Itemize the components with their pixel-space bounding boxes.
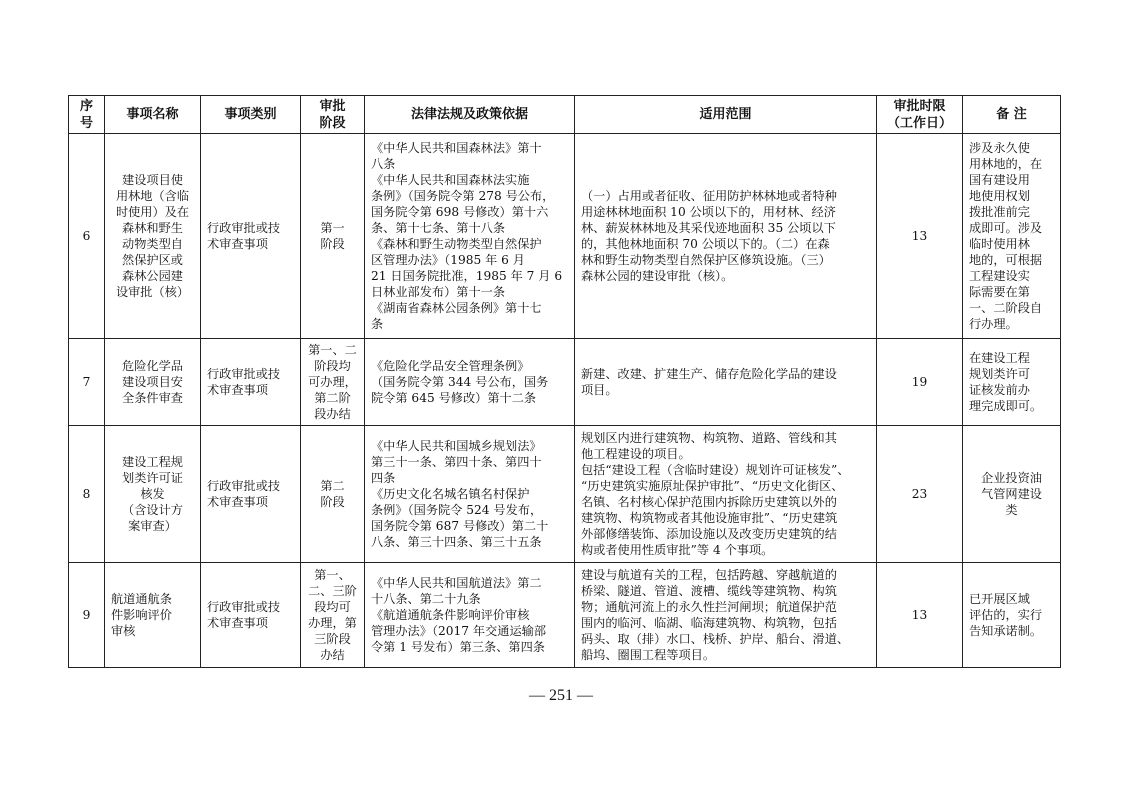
header-item-category: 事项类别 — [201, 96, 301, 134]
table-row — [69, 339, 1061, 426]
cell-time-limit: 13 — [877, 563, 963, 668]
cell-time-limit: 23 — [877, 426, 963, 563]
cell-time-limit: 13 — [877, 134, 963, 339]
header-scope: 适用范围 — [575, 96, 877, 134]
cell-stage: 第一 阶段 — [301, 134, 365, 339]
cell-scope: （一）占用或者征收、征用防护林林地或者特种 用途林林地面积 10 公顷以下的，用材林、经济 林、薪炭林林地及其采伐迹地面积 35 公顷以下 的，其他林地面积 70 公顷以下的。（二）在森 林和野生动物类型自然保护区修筑设施。（三） 森林公园的建设审批（核）。 — [575, 134, 877, 339]
cell-legal-basis: 《中华人民共和国森林法》第十 八条 《中华人民共和国森林法实施 条例》（国务院令第 278 号公布， 国务院令第 698 号修改）第十六 条、第十七条、第十八条 《森林和野生动物类型自然保护 区管理办法》（1985 年 6 月 21 日国务院批准，1985 年 7 月 6 日林业部发布）第十一条 《湖南省森林公园条例》第十七 条 — [365, 134, 575, 339]
cell-stage: 第二 阶段 — [301, 426, 365, 563]
cell-remark: 企业投资油 气管网建设 类 — [963, 426, 1061, 563]
header-legal-basis: 法律法规及政策依据 — [365, 96, 575, 134]
cell-time-limit: 19 — [877, 339, 963, 426]
cell-legal-basis: 《中华人民共和国城乡规划法》 第三十一条、第四十条、第四十 四条 《历史文化名城名镇名村保护 条例》（国务院令 524 号发布， 国务院令第 687 号修改）第二十 八条、第三十四条、第三十五条 — [365, 426, 575, 563]
cell-category: 行政审批或技 术审查事项 — [201, 563, 301, 668]
cell-scope: 新建、改建、扩建生产、储存危险化学品的建设 项目。 — [575, 339, 877, 426]
cell-remark: 在建设工程 规划类许可 证核发前办 理完成即可。 — [963, 339, 1061, 426]
cell-stage: 第一、 二、三阶 段均可 办理，第 三阶段 办结 — [301, 563, 365, 668]
cell-item-name: 航道通航条 件影响评价 审核 — [105, 563, 201, 668]
cell-category: 行政审批或技 术审查事项 — [201, 426, 301, 563]
header-item-name: 事项名称 — [105, 96, 201, 134]
header-time-limit: 审批时限 （工作日） — [877, 96, 963, 134]
table-header-row — [69, 96, 1061, 134]
cell-legal-basis: 《中华人民共和国航道法》第二 十八条、第二十九条 《航道通航条件影响评价审核 管理办法》（2017 年交通运输部 令第 1 号发布）第三条、第四条 — [365, 563, 575, 668]
cell-legal-basis: 《危险化学品安全管理条例》 （国务院令第 344 号公布，国务 院令第 645 号修改）第十二条 — [365, 339, 575, 426]
cell-remark: 涉及永久使 用林地的，在 国有建设用 地使用权划 拨批准前完 成即可。涉及 临时使用林 地的，可根据 工程建设实 际需要在第 一、二阶段自 行办理。 — [963, 134, 1061, 339]
cell-item-name: 危险化学品 建设项目安 全条件审查 — [105, 339, 201, 426]
cell-category: 行政审批或技 术审查事项 — [201, 339, 301, 426]
cell-no: 6 — [69, 134, 105, 339]
header-approval-stage: 审批 阶段 — [301, 96, 365, 134]
cell-item-name: 建设项目使 用林地（含临 时使用）及在 森林和野生 动物类型自 然保护区或 森林公园建 设审批（核） — [105, 134, 201, 339]
approval-items-table — [68, 95, 1061, 668]
cell-remark: 已开展区域 评估的，实行 告知承诺制。 — [963, 563, 1061, 668]
table-row — [69, 134, 1061, 339]
header-no: 序 号 — [69, 96, 105, 134]
cell-scope: 规划区内进行建筑物、构筑物、道路、管线和其 他工程建设的项目。 包括“建设工程（含临时建设）规划许可证核发”、 “历史建筑实施原址保护审批”、“历史文化街区、 名镇、名村核心保护范围内拆除历史建筑以外的 建筑物、构筑物或者其他设施审批”、“历史建筑 外部修缮装饰、添加设施以及改变历史建筑的结 构或者使用性质审批”等 4 个事项。 — [575, 426, 877, 563]
cell-scope: 建设与航道有关的工程，包括跨越、穿越航道的 桥梁、隧道、管道、渡槽、缆线等建筑物、构筑 物；通航河流上的永久性拦河闸坝；航道保护范 围内的临河、临湖、临海建筑物、构筑物，包括 码头、取（排）水口、栈桥、护岸、船台、滑道、 船坞、圈围工程等项目。 — [575, 563, 877, 668]
table-row — [69, 563, 1061, 668]
cell-category: 行政审批或技 术审查事项 — [201, 134, 301, 339]
table-row — [69, 426, 1061, 563]
page-number: — 251 — — [529, 687, 593, 704]
cell-no: 8 — [69, 426, 105, 563]
cell-no: 7 — [69, 339, 105, 426]
header-remarks: 备 注 — [963, 96, 1061, 134]
cell-no: 9 — [69, 563, 105, 668]
cell-item-name: 建设工程规 划类许可证 核发 （含设计方 案审查） — [105, 426, 201, 563]
cell-stage: 第一、二 阶段均 可办理， 第二阶 段办结 — [301, 339, 365, 426]
